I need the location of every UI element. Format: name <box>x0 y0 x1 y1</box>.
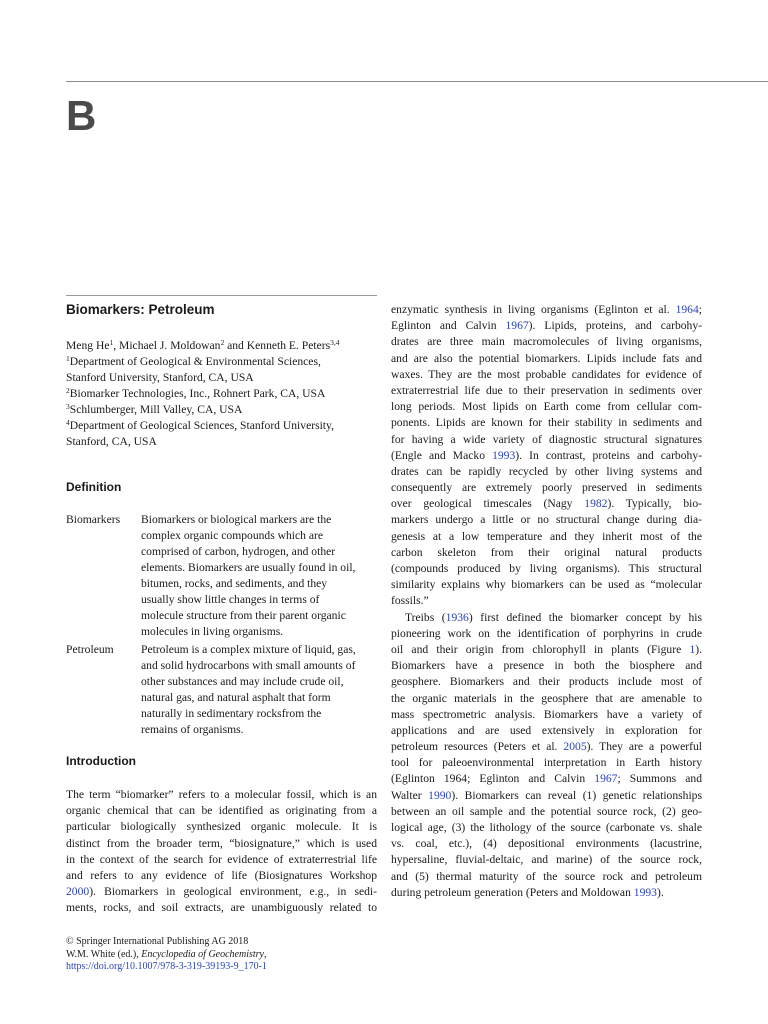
definition-line: naturally in sedimentary rocksfrom the <box>141 707 322 720</box>
book-title: Encyclopedia of Geochemistry <box>141 948 264 960</box>
body-line: hypersaline, fluvial-deltaic, and marine) of the source rock, <box>391 853 702 867</box>
body-line-text: (Eglinton 1964; Eglinton and Calvin <box>391 772 595 786</box>
definition-heading: Definition <box>66 480 122 494</box>
body-line-text: enzymatic synthesis in living organisms (Eglinton et al. <box>391 303 676 316</box>
author-separator: and <box>224 339 247 352</box>
body-line: fossils.” <box>391 594 429 608</box>
citation-link[interactable]: 1964 <box>675 303 699 316</box>
copyright-notice: © Springer International Publishing AG 2018 <box>66 936 249 947</box>
introduction-body <box>66 787 377 917</box>
affiliation-line <box>66 434 377 450</box>
body-line: and refers to any evidence of life (Biosignatures Workshop <box>66 868 377 882</box>
citation-link[interactable]: 2005 <box>563 740 587 754</box>
body-line: ments, rocks, and soil extracts, are unambiguously related to <box>66 901 377 915</box>
affiliation-line <box>66 386 377 402</box>
author-line <box>66 338 377 354</box>
body-line <box>391 739 702 755</box>
body-line: logical age, (3) the lithology of the source (carbonate vs. shale <box>391 821 702 834</box>
definition-line: natural gas, and natural asphalt that form <box>141 691 331 704</box>
affiliation-line <box>66 354 377 370</box>
definition-line: elements. Biomarkers are usually found in oil, <box>141 561 356 574</box>
right-column-body <box>391 302 702 901</box>
introduction-heading: Introduction <box>66 754 136 768</box>
definition-line: remains of organisms. <box>141 723 244 736</box>
body-line: the organic materials in the geosphere that are amenable to <box>391 691 702 705</box>
body-line-text: ). In contrast, proteins and carbohy- <box>515 448 702 462</box>
body-line: particular biologically synthesized organic molecule. It is <box>66 820 377 834</box>
body-line <box>391 788 702 804</box>
citation-link[interactable]: 1967 <box>594 772 618 786</box>
body-line <box>391 771 702 787</box>
author-name: Michael J. Moldowan <box>119 339 221 352</box>
body-line: drates are three main macromolecules of living organisms, <box>391 335 702 349</box>
body-line: drates can be rapidly recycled by other living systems and <box>391 464 702 478</box>
affiliation-text: Biomarker Technologies, Inc., Rohnert Park, CA, USA <box>69 387 326 400</box>
body-line: tool for paleoenvironmental interpretation in Earth history <box>391 756 702 770</box>
body-line-text: ). Lipids, proteins, and carbohy- <box>528 319 702 333</box>
body-line-text: ). <box>695 642 702 656</box>
body-line: vs. coal, etc.), (4) depositional environments (lacustrine, <box>391 837 702 851</box>
citation-link[interactable]: 2000 <box>66 885 90 899</box>
title-rule <box>66 295 377 296</box>
affiliation-text: Department of Geological Sciences, Stanford University, <box>69 419 334 432</box>
body-line <box>391 302 702 318</box>
body-line: and are also the potential biomarkers. Lipids include fats and <box>391 351 702 365</box>
definition-line: Petroleum is a complex mixture of liquid, gas, <box>141 643 356 656</box>
body-line-text: ; <box>698 303 702 316</box>
body-line: carbon skeleton from their original natural products <box>391 545 702 559</box>
body-line: extraterrestrial life due to their preservation in sediments over <box>391 383 702 397</box>
body-line: for having a wide variety of diagnostic structural signatures <box>391 432 702 446</box>
affiliation-mark: 4 <box>66 418 70 427</box>
body-line: waxes. They are the most probable candidates for evidence of <box>391 367 702 381</box>
author-name: Kenneth E. Peters <box>246 339 331 352</box>
body-line-text: during petroleum generation (Peters and Moldowan <box>391 885 634 899</box>
body-line-text: Treibs ( <box>405 610 446 624</box>
body-line-text: ). Biomarkers can reveal (1) genetic relationships <box>451 788 702 802</box>
body-line-text: ). Typically, bio- <box>607 497 702 511</box>
doi-link[interactable]: https://doi.org/10.1007/978-3-319-39193-9_170-1 <box>66 961 267 972</box>
affiliation-line <box>66 370 377 386</box>
definition-line: usually show little changes in terms of <box>141 593 320 606</box>
citation-link[interactable]: 1936 <box>445 610 469 624</box>
editor-text: W.M. White (ed.), <box>66 948 142 960</box>
book-title-punct: , <box>264 948 267 960</box>
footer <box>66 936 267 974</box>
definition-line: molecules in living organisms. <box>141 625 284 638</box>
citation-link[interactable]: 1993 <box>633 885 657 899</box>
body-line: distinct from the broader term, “biosignature,” which is used <box>66 836 377 850</box>
body-line: applications and are used extensively in exploration for <box>391 723 702 737</box>
body-line: between an oil sample and the potential source rock, (2) geo- <box>391 804 702 818</box>
body-line-text: petroleum resources (Peters et al. <box>391 740 564 754</box>
body-line <box>391 610 702 626</box>
body-line: (compounds produced by living organisms). This structural <box>391 562 702 575</box>
citation-link[interactable]: 1967 <box>505 319 529 333</box>
body-line <box>66 884 377 900</box>
body-line <box>391 496 702 512</box>
definition-text-petroleum <box>141 642 381 738</box>
body-line: markers undergo a little or no structural change during dia- <box>391 513 702 527</box>
body-line: in the context of the search for evidence of extraterrestrial life <box>66 852 377 866</box>
body-line-text: (Engle and Macko <box>391 448 493 462</box>
body-line <box>391 642 702 658</box>
body-line: organic chemical that can be identified as originating from a <box>66 804 377 818</box>
body-line-text: Eglinton and Calvin <box>391 319 506 333</box>
affiliation-line <box>66 402 377 418</box>
body-line-text: ) first defined the biomarker concept by his <box>468 610 702 624</box>
body-line: similarity explains why biomarkers can be used as “molecular <box>391 578 702 592</box>
chapter-letter: B <box>66 92 97 139</box>
affiliation-mark: 1 <box>66 354 70 363</box>
definition-line: Biomarkers or biological markers are the <box>141 513 332 526</box>
citation-link[interactable]: 1 <box>689 642 696 656</box>
definition-term-petroleum: Petroleum <box>66 643 114 656</box>
definition-line: complex organic compounds which are <box>141 529 324 542</box>
definition-line: comprised of carbon, hydrogen, and other <box>141 545 336 558</box>
body-line-text: oil and their origin from chlorophyll in plants (Figure <box>391 642 690 656</box>
citation-link[interactable]: 1982 <box>584 497 608 511</box>
body-line-text: ). Biomarkers in geological environment, e.g., in sedi- <box>89 885 377 899</box>
body-line: long periods. Most lipids on Earth come from cellular com- <box>391 400 702 414</box>
body-line: genesis at a low temperature and they inherit most of the <box>391 529 702 543</box>
definition-line: other substances and may include crude oil, <box>141 675 344 688</box>
author-affiliation-mark: 2 <box>220 338 225 347</box>
citation-line <box>66 949 267 962</box>
affiliation-text: Schlumberger, Mill Valley, CA, USA <box>69 403 243 416</box>
body-line-text: ). <box>656 885 664 899</box>
affiliation-text: Department of Geological & Environmental Sciences, <box>69 355 321 368</box>
author-name: Meng He <box>66 339 110 352</box>
affiliation-mark: 3 <box>66 402 70 411</box>
author-affiliation-mark: 1 <box>109 338 114 347</box>
body-line: consequently are extremely poorly preserved in sediments <box>391 481 702 495</box>
body-line-text: ; Summons and <box>617 772 702 786</box>
affiliation-text: Stanford University, Stanford, CA, USA <box>66 371 254 384</box>
article-title: Biomarkers: Petroleum <box>66 302 215 317</box>
body-line: Biomarkers have a presence in both the biosphere and <box>391 659 702 673</box>
body-line: The term “biomarker” refers to a molecular fossil, which is an <box>66 788 377 801</box>
affiliation-line <box>66 418 377 434</box>
body-line: pioneering work on the identification of porphyrins in crude <box>391 626 702 640</box>
author-block <box>66 338 377 450</box>
author-affiliation-mark: 3,4 <box>330 338 340 347</box>
definition-line: bitumen, rocks, and sediments, and they <box>141 577 328 590</box>
body-line: ponents. Lipids are known for their stability in sediments and <box>391 416 702 430</box>
definition-text-biomarkers <box>141 512 381 640</box>
body-line-text: ). They are a powerful <box>586 740 702 754</box>
article-header <box>66 295 377 450</box>
body-line <box>391 448 702 464</box>
citation-link[interactable]: 1990 <box>428 788 452 802</box>
body-line: geosphere. Biomarkers and their products include most of <box>391 675 702 689</box>
body-line <box>391 318 702 334</box>
body-line-text: Walter <box>391 788 429 802</box>
definition-line: molecule structure from their parent organic <box>141 609 346 622</box>
header-rule <box>66 81 768 82</box>
body-line <box>391 885 702 901</box>
author-separator: , <box>113 339 120 352</box>
affiliation-mark: 2 <box>66 386 70 395</box>
body-line: and (5) thermal maturity of the source rock and petroleum <box>391 869 702 883</box>
body-line: mass spectrometric analysis. Biomarkers have a variety of <box>391 707 702 721</box>
citation-link[interactable]: 1993 <box>492 448 516 462</box>
body-line-text: over geological timescales (Nagy <box>391 497 585 511</box>
definition-line: and solid hydrocarbons with small amounts of <box>141 659 356 672</box>
definition-term-biomarkers: Biomarkers <box>66 513 121 526</box>
affiliation-text: Stanford, CA, USA <box>66 435 157 448</box>
